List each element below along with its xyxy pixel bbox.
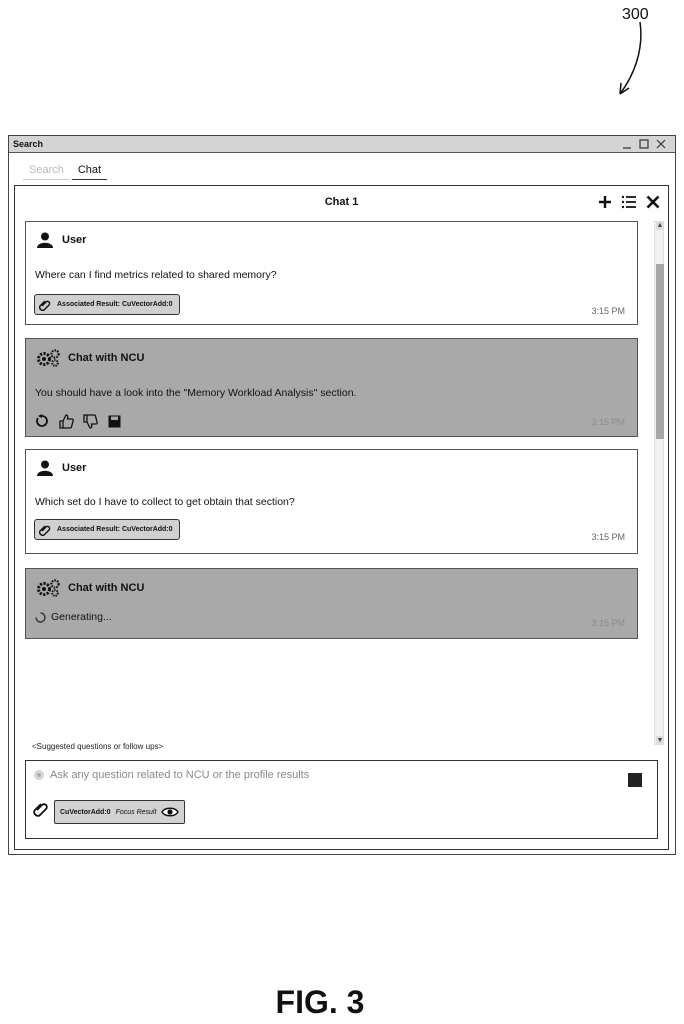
suggested-questions[interactable]: <Suggested questions or follow ups>	[32, 742, 164, 751]
user-icon	[36, 232, 54, 248]
sender-name: User	[62, 234, 87, 246]
associated-result-chip[interactable]	[34, 519, 180, 540]
message-bot	[25, 568, 638, 639]
tab-bar	[23, 162, 107, 180]
paperclip-icon[interactable]	[33, 801, 49, 817]
eye-icon[interactable]	[161, 806, 179, 818]
close-icon[interactable]	[644, 193, 662, 211]
regenerate-icon[interactable]	[34, 413, 50, 429]
window-close-icon[interactable]	[654, 136, 667, 152]
message-bot	[25, 338, 638, 437]
associated-result-chip[interactable]	[34, 294, 180, 315]
message-user	[25, 449, 638, 554]
message-text: You should have a look into the "Memory Workload Analysis" section.	[35, 387, 357, 399]
ref-arrow-icon	[612, 20, 652, 100]
message-text: Where can I find metrics related to shared memory?	[35, 269, 277, 281]
figure-caption: FIG. 3	[275, 984, 365, 1020]
figure-ref-number: 300	[622, 6, 649, 23]
gears-icon	[36, 579, 60, 597]
message-time: 3:15 PM	[591, 417, 625, 427]
associated-result-label: Associated Result: CuVectorAdd:0	[57, 301, 173, 308]
focus-result-label: Focus Result	[115, 808, 157, 816]
chat-panel	[14, 185, 669, 850]
paperclip-icon	[39, 524, 51, 536]
chat-input-box	[25, 760, 658, 839]
message-time: 3:15 PM	[591, 618, 625, 628]
generating-text: Generating...	[51, 611, 112, 623]
message-text: Which set do I have to collect to get obtain that section?	[35, 496, 295, 508]
minimize-icon[interactable]	[620, 136, 633, 152]
save-icon[interactable]	[106, 413, 122, 429]
sender-name: User	[62, 462, 87, 474]
sender-name: Chat with NCU	[68, 582, 145, 594]
chat-title: Chat 1	[324, 196, 359, 208]
chat-scrollbar[interactable]	[654, 221, 664, 745]
plus-icon[interactable]	[596, 193, 614, 211]
user-icon	[36, 460, 54, 476]
spinner-icon	[35, 612, 46, 623]
window-title: Search	[13, 139, 44, 149]
scroll-down-icon[interactable]: ▼	[656, 737, 664, 744]
tab-search[interactable]: Search	[23, 162, 70, 180]
window-titlebar	[9, 136, 675, 153]
chat-input[interactable]	[50, 769, 570, 781]
thumbs-up-icon[interactable]	[58, 413, 74, 429]
message-user	[25, 221, 638, 325]
message-time: 3:15 PM	[591, 532, 625, 542]
focus-result-chip[interactable]	[54, 800, 185, 824]
tab-chat[interactable]: Chat	[72, 162, 107, 180]
message-time: 3:15 PM	[591, 306, 625, 316]
status-dot-icon	[34, 770, 44, 780]
list-icon[interactable]	[620, 193, 638, 211]
thumbs-down-icon[interactable]	[82, 413, 98, 429]
sender-name: Chat with NCU	[68, 352, 145, 364]
stop-button[interactable]	[628, 773, 642, 787]
focus-result-name: CuVectorAdd:0	[60, 808, 111, 816]
paperclip-icon	[39, 299, 51, 311]
associated-result-label: Associated Result: CuVectorAdd:0	[57, 526, 173, 533]
app-window	[8, 135, 676, 855]
maximize-icon[interactable]	[637, 136, 650, 152]
scroll-up-icon[interactable]: ▲	[656, 222, 664, 229]
gears-icon	[36, 349, 60, 367]
scroll-thumb[interactable]	[656, 264, 664, 439]
